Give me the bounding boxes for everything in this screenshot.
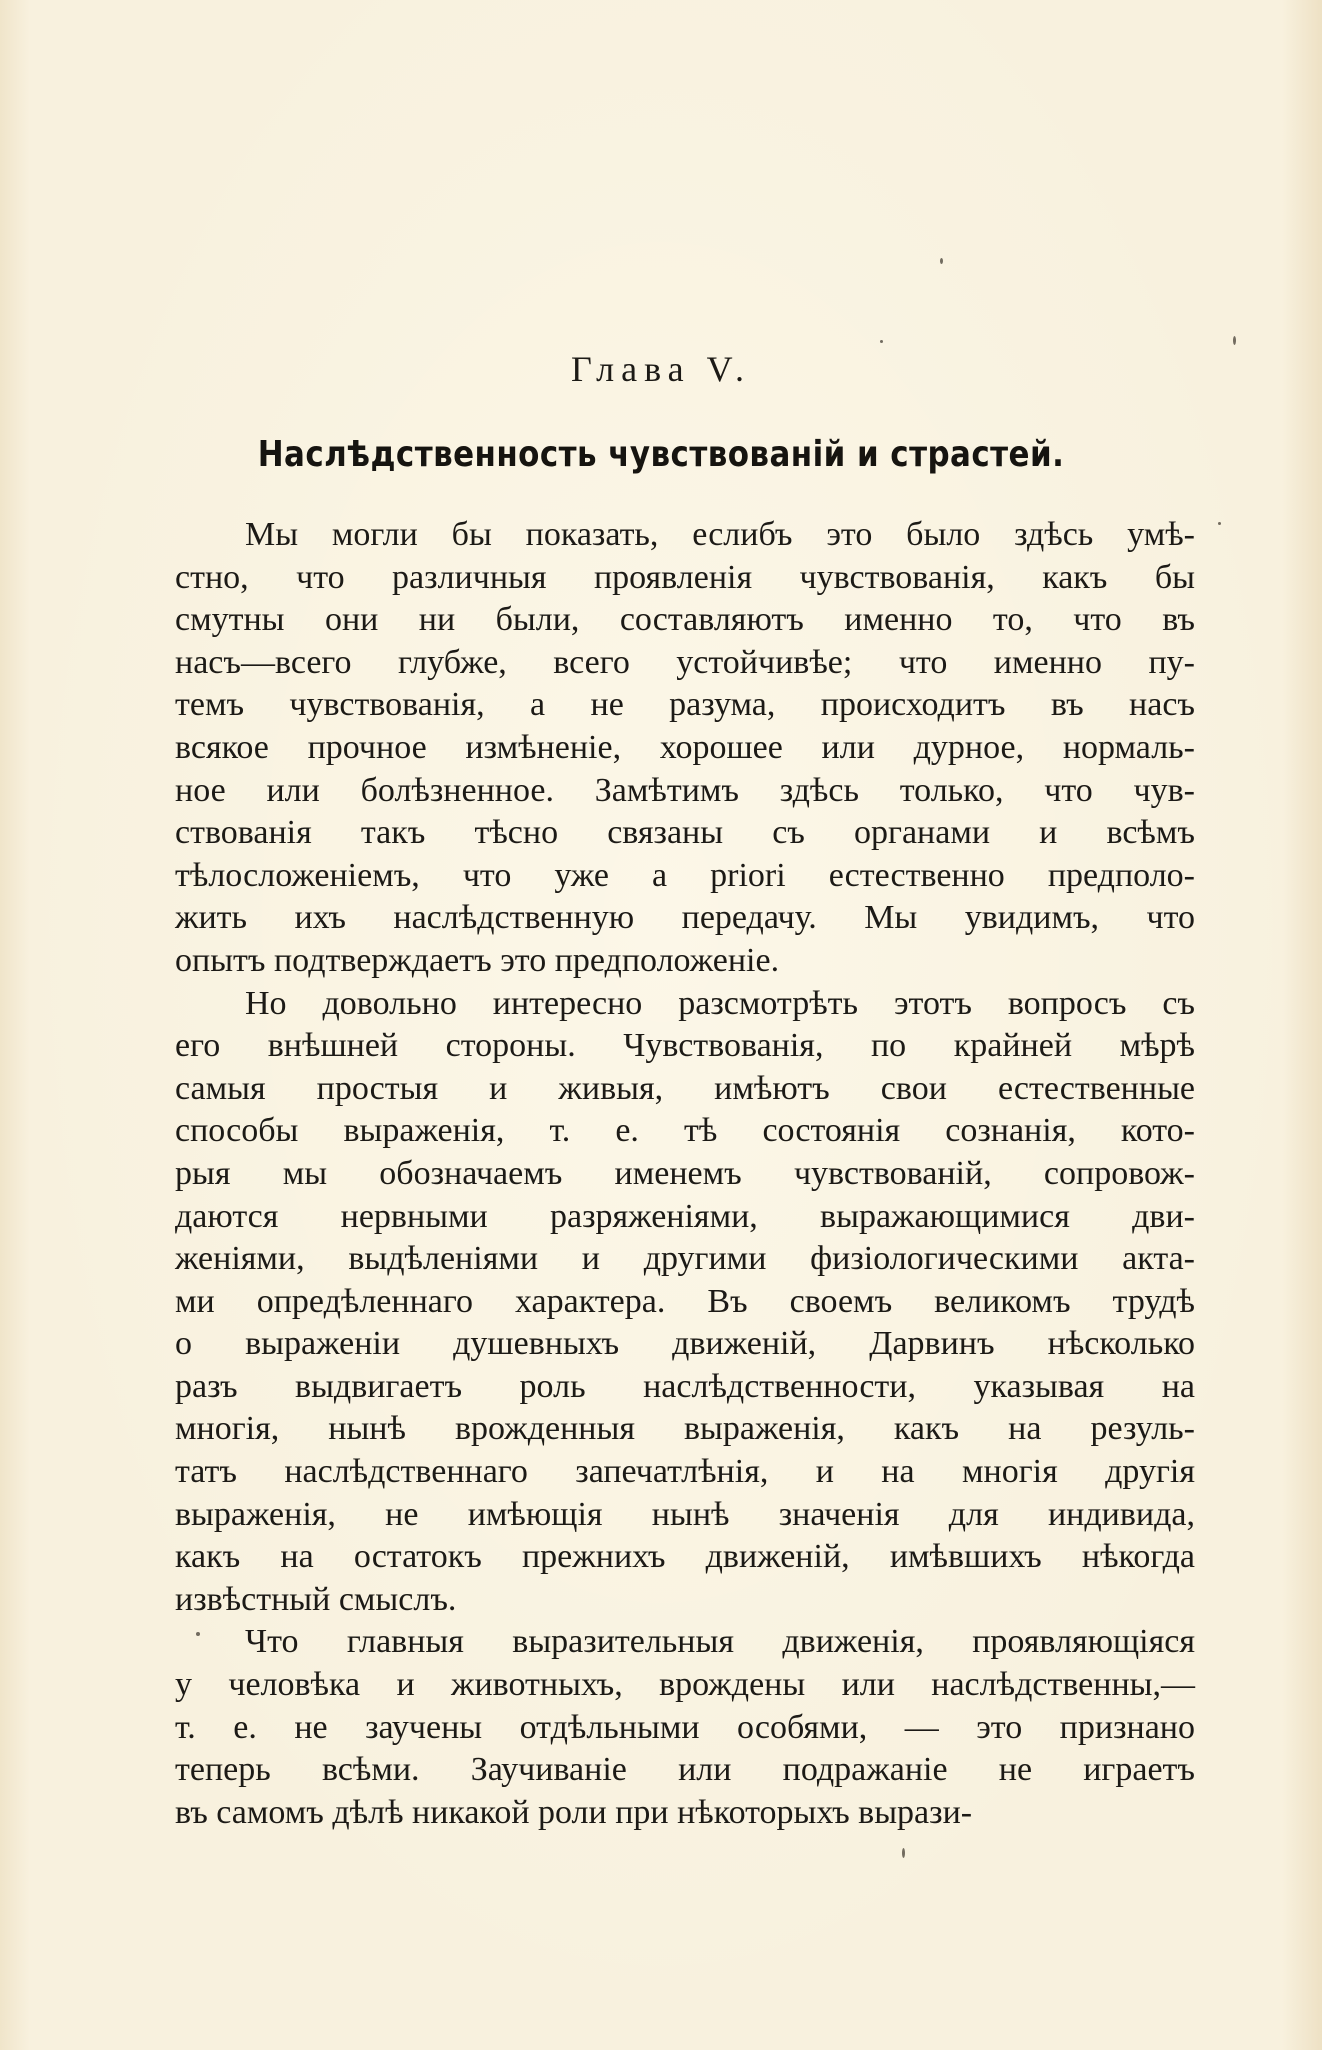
text-line: ное или болѣзненное. Замѣтимъ здѣсь только, что чув- (175, 771, 1195, 809)
text-line: даются нервными разряженіями, выражающимися дви- (175, 1197, 1195, 1235)
text-line: его внѣшней стороны. Чувствованія, по крайней мѣрѣ (175, 1027, 1195, 1065)
text-line: въ самомъ дѣлѣ никакой роли при нѣкоторыхъ вырази- (175, 1793, 973, 1831)
paragraph (175, 983, 1195, 1622)
text-line: теперь всѣми. Заучиваніе или подражаніе не играетъ (175, 1751, 1195, 1789)
text-line: Мы могли бы показать, еслибъ это было здѣсь умѣ- (245, 516, 1195, 553)
text-line: самыя простыя и живыя, имѣютъ свои естественные (175, 1069, 1195, 1107)
text-line: всякое прочное измѣненіе, хорошее или дурное, нормаль- (175, 728, 1195, 766)
text-line: разъ выдвигаетъ роль наслѣдственности, указывая на (175, 1367, 1195, 1405)
ink-speck (196, 1632, 200, 1636)
body-text (175, 514, 1195, 1834)
text-line: ми опредѣленнаго характера. Въ своемъ великомъ трудѣ (175, 1282, 1195, 1320)
chapter-title: Наслѣдственность чувствованій и страстей. (257, 434, 1065, 475)
text-line: извѣстный смыслъ. (175, 1580, 457, 1618)
paragraph (175, 1621, 1195, 1834)
text-line: выраженія, не имѣющія нынѣ значенія для индивида, (175, 1495, 1195, 1533)
text-line: способы выраженія, т. е. тѣ состоянія сознанія, кото- (175, 1112, 1195, 1150)
ink-speck (902, 1848, 905, 1858)
ink-speck (1233, 336, 1236, 345)
text-line: у человѣка и животныхъ, врождены или наслѣдственны,— (175, 1666, 1195, 1704)
text-line: Но довольно интересно разсмотрѣть этотъ вопросъ съ (245, 984, 1195, 1022)
ink-speck (880, 340, 883, 343)
text-line: женіями, выдѣленіями и другими физіологическими акта- (175, 1240, 1195, 1278)
ink-speck (940, 258, 943, 264)
text-line: о выраженіи душевныхъ движеній, Дарвинъ нѣсколько (175, 1325, 1195, 1363)
text-line: темъ чувствованія, а не разума, происходитъ въ насъ (175, 686, 1195, 724)
text-line: опытъ подтверждаетъ это предположеніе. (175, 941, 780, 979)
text-line: тѣлосложеніемъ, что уже a priori естественно предполо- (175, 856, 1195, 894)
text-line: Что главныя выразительныя движенія, проявляющіяся (245, 1623, 1195, 1661)
text-line: смутны они ни были, составляютъ именно то, что въ (175, 601, 1195, 639)
text-line: т. е. не заучены отдѣльными особями, — это признано (175, 1708, 1195, 1746)
text-line: рыя мы обозначаемъ именемъ чувствованій, сопровож- (175, 1154, 1195, 1192)
text-line: какъ на остатокъ прежнихъ движеній, имѣвшихъ нѣкогда (175, 1538, 1195, 1576)
ink-speck (1218, 522, 1221, 525)
text-line: многія, нынѣ врожденныя выраженія, какъ на резуль- (175, 1410, 1195, 1448)
text-line: ствованія такъ тѣсно связаны съ органами и всѣмъ (175, 814, 1195, 852)
text-line: жить ихъ наслѣдственную передачу. Мы увидимъ, что (175, 899, 1195, 937)
text-line: насъ—всего глубже, всего устойчивѣе; что именно пу- (175, 643, 1195, 681)
paragraph (175, 514, 1195, 983)
text-line: стно, что различныя проявленія чувствованія, какъ бы (175, 558, 1195, 596)
text-line: татъ наслѣдственнаго запечатлѣнія, и на многія другія (175, 1453, 1195, 1491)
chapter-number: Глава V. (571, 349, 751, 389)
